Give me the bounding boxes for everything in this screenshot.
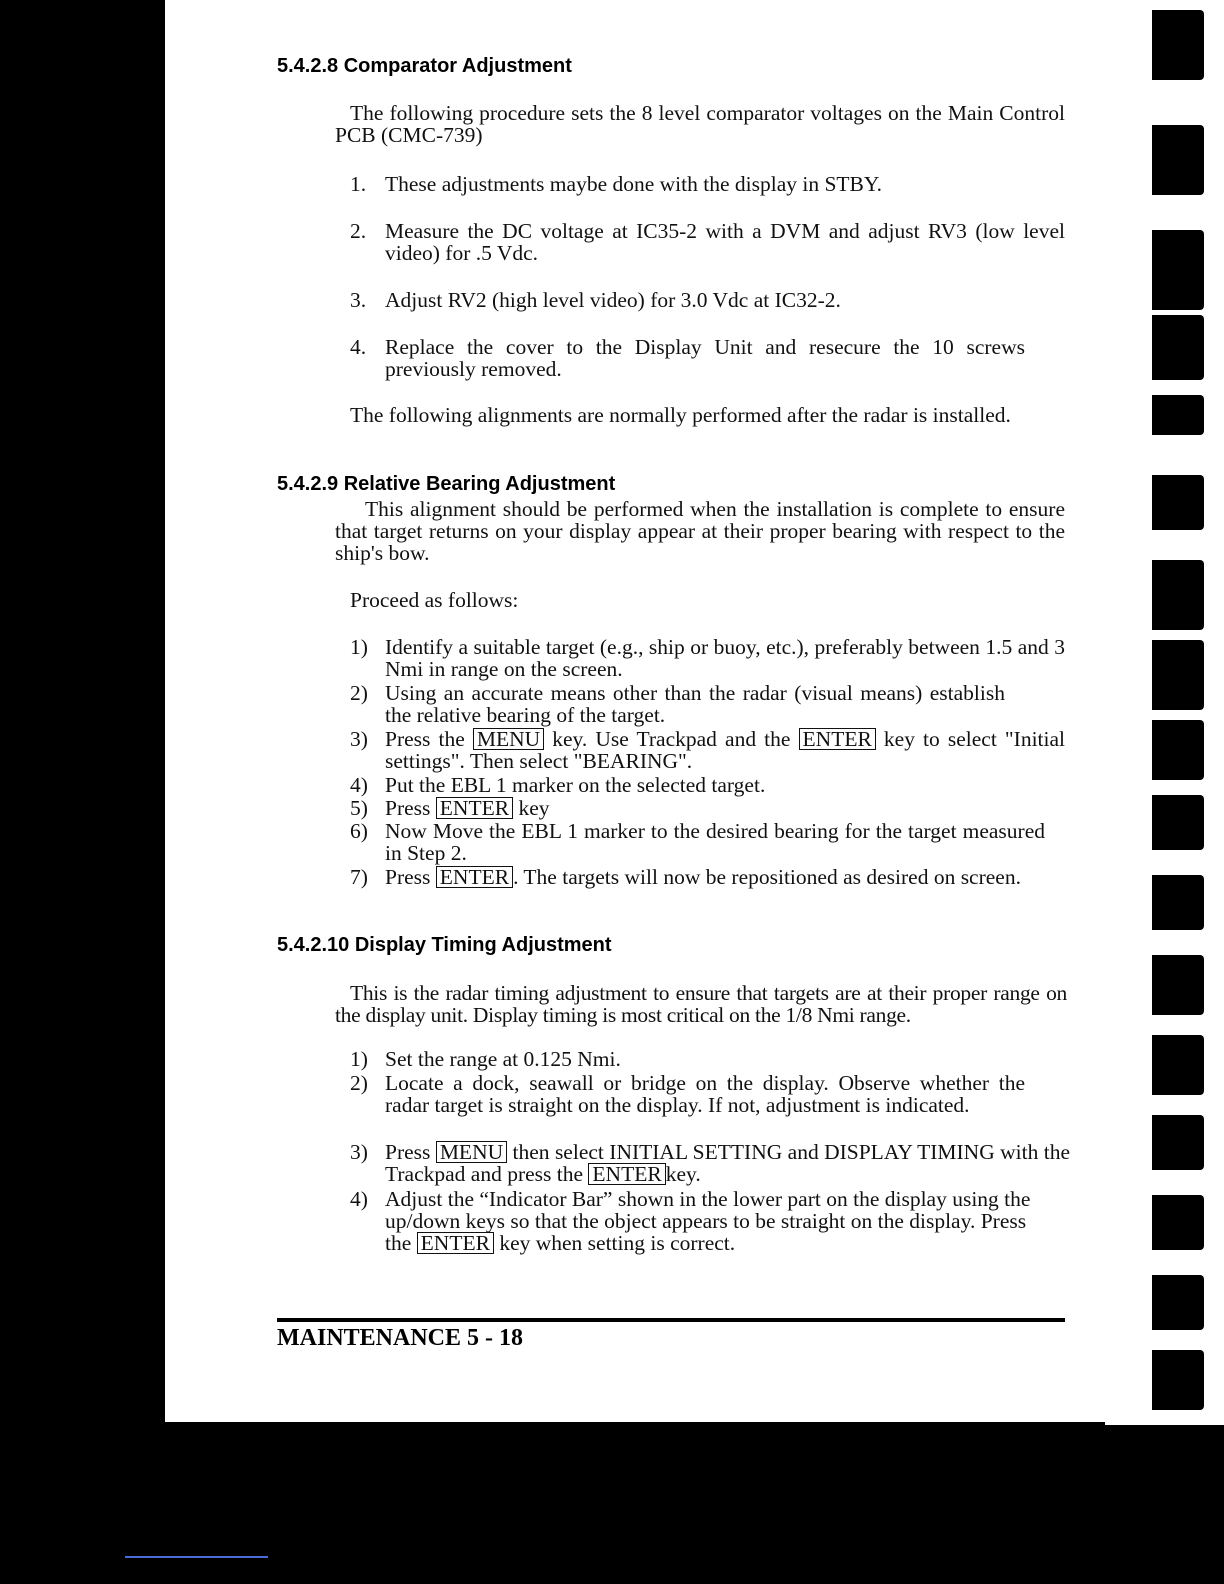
step-text: Now Move the EBL 1 marker to the desired bearing for the target measured in Step 2. [385,819,1045,865]
step-text: Set the range at 0.125 Nmi. [385,1047,621,1071]
step-text: Using an accurate means other than the radar (visual means) establish the relative bearing of the target. [385,681,1005,727]
enter-key-label: ENTER [436,866,513,888]
step-number: 3) [350,1140,368,1164]
step-text: Adjust RV2 (high level video) for 3.0 Vdc at IC32-2. [385,288,841,312]
step-number: 1. [350,172,367,196]
paragraph-bearing-intro: This alignment should be performed when the installation is complete to ensure that target returns on your display appear at their proper bearing with respect to the ship's bow. [335,497,1065,565]
step-number: 4) [350,1187,368,1211]
step-number: 3. [350,288,367,312]
step-text: Adjust the “Indicator Bar” shown in the lower part on the display using the up/down keys so that the object appears to be straight on the display. Press the ENTER key when setting is correct. [385,1187,1031,1255]
step-number: 4) [350,773,368,797]
enter-key-label: ENTER [436,797,513,819]
step-number: 4. [350,335,367,359]
step-text: Put the EBL 1 marker on the selected target. [385,773,766,797]
footer-rule [277,1318,1065,1322]
step-text: Replace the cover to the Display Unit and resecure the 10 screws previously removed. [385,335,1025,381]
page-footer: MAINTENANCE 5 - 18 [277,1325,523,1351]
step-text: These adjustments maybe done with the display in STBY. [385,172,883,196]
step-number: 2. [350,219,367,243]
enter-key-label: ENTER [799,728,876,750]
section-heading-display-timing: 5.4.2.10 Display Timing Adjustment [277,934,612,956]
enter-key-label: ENTER [588,1163,665,1185]
step-number: 6) [350,819,368,843]
paragraph-timing-intro: This is the radar timing adjustment to ensure that targets are at their proper range on the display unit. Display timing is most critical on the 1/8 Nmi range. [335,981,1067,1027]
section-heading-relative-bearing: 5.4.2.9 Relative Bearing Adjustment [277,473,616,495]
step-number: 5) [350,796,368,820]
step-number: 2) [350,1071,368,1095]
step-text: Identify a suitable target (e.g., ship or buoy, etc.), preferably between 1.5 and 3 Nmi in range on the screen. [385,635,1065,681]
step-text: Press ENTER . The targets will now be repositioned as desired on screen. [385,865,1021,889]
paragraph-proceed: Proceed as follows: [350,588,519,612]
step-text: Measure the DC voltage at IC35-2 with a DVM and adjust RV3 (low level video) for .5 Vdc. [385,219,1065,265]
step-number: 3) [350,727,368,751]
spiral-binding-tabs [1105,0,1224,1425]
step-number: 1) [350,635,368,659]
menu-key-label: MENU [436,1141,507,1163]
step-number: 2) [350,681,368,705]
menu-key-label: MENU [473,728,544,750]
step-text: Press MENU then select INITIAL SETTING and DISPLAY TIMING with the Trackpad and press the ENTER key. [385,1140,1071,1186]
scan-edge-mark [125,1556,268,1558]
step-number: 7) [350,865,368,889]
section-heading-comparator: 5.4.2.8 Comparator Adjustment [277,55,572,77]
step-number: 1) [350,1047,368,1071]
step-text: Press ENTER key [385,796,550,820]
enter-key-label: ENTER [417,1232,494,1254]
paragraph-alignments-note: The following alignments are normally performed after the radar is installed. [350,403,1011,427]
paragraph-comparator-intro: The following procedure sets the 8 level comparator voltages on the Main Control PCB (CMC-739) [335,101,1065,147]
step-text: Press the MENU key. Use Trackpad and the ENTER key to select "Initial settings". Then select "BEARING". [385,727,1066,773]
step-text: Locate a dock, seawall or bridge on the display. Observe whether the radar target is straight on the display. If not, adjustment is indicated. [385,1071,1025,1117]
